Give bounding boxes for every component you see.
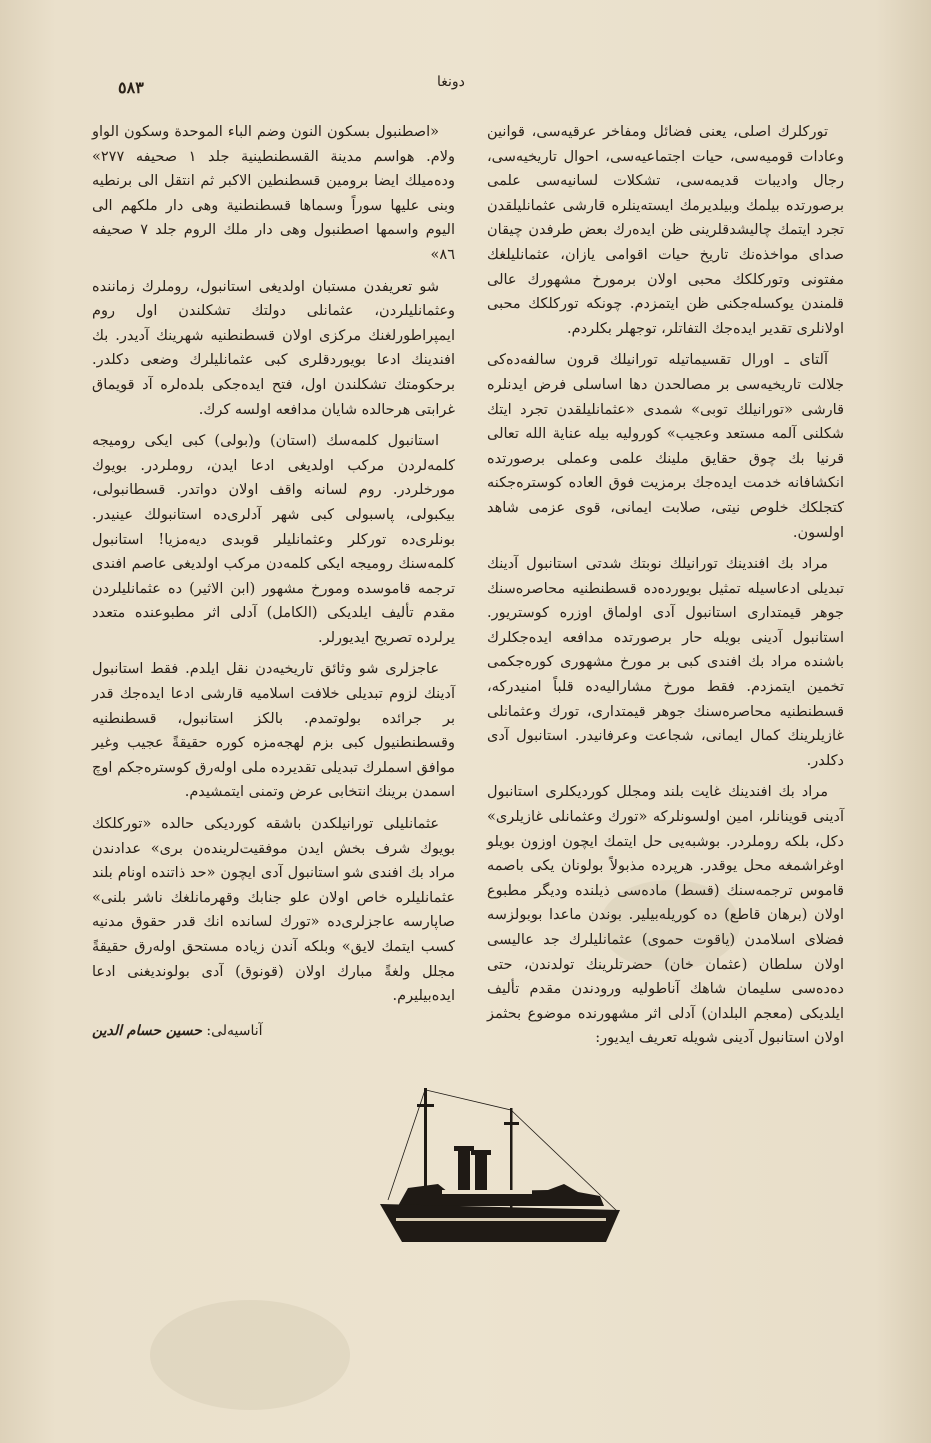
- page-header: [0, 62, 931, 97]
- author-signature: [92, 1019, 455, 1044]
- right-text-column: [487, 120, 844, 1058]
- paragraph: عاجزلری شو وثائق تاريخيه‌دن نقل ايلدم. فقط استانبول آدينك لزوم تبديلی خلافت اسلاميه قارشی ادعا ايده‌جك قدر بر جرائده بولوتمدم. بالكز استانبول، قسطنطنيه وقسطنطنيول كبی بزم لهجه‌مزه كوره حقيقةً عجيب وغير موافق اسملرك تبديلی تقديرده ملی اولەرق كوستره‌جكم اوچ اسمدن برينك انتخابی عرض وتمنی ايتمشيدم.: [92, 661, 455, 801]
- signature-label: آناسيه‌لی:: [206, 1022, 263, 1039]
- running-head: دونغا: [437, 74, 465, 90]
- paper-stain: [150, 1300, 350, 1410]
- paragraph: مراد بك افندينك تورانيلك نوبتك شدتی استانبول آدينك تبديلی ادعاسيله تمثيل بويورده‌ده قسطنطنيه محاصره‌سنك جوهر قيمتداری استانبول آدی اولماق اوزره كوستريور. استانبول آدينی بويله حار برصورتده مدافعه ايده‌جكلرك باشنده مراد بك افندی كبی بر مورخ مشهوری كورەجكمی تخمين ايتمزدم. فقط مورخ مشارالیه‌ده قلباً امنيدركه، قسطنطنيه محاصره‌سنك جوهر قيمتداری، تورك وعثمانلی غازيلرينك كمال ايمانی، شجاعت وعرفانيدر. استانبول آدی دكلدر.: [487, 556, 844, 769]
- paragraph: مراد بك افندينك غايت بلند ومجلل كورديكلری استانبول آدينی قوينانلر، امين اولسونلركه «تورك وعثمانلی غازيلری» دكل، بلكه روملردر. بوشبه‌یی حل ايتمك ايچون اوزون بويلو اوغراشمغه محل يوقدر. هرپرده مذبولاً بولونان يكی باصمه قاموس ترجمه‌سنك (قسط) ماده‌سی ذيلنده وديگر مطبوع اولان (برهان قاطع) ده كوريله‌بيلير. بوندن ماعدا بوبولزسه فضلای اسلامدن (ياقوت حموی) عثمانليلرك جد عاليسی اولان سلطان (عثمان خان) حضرتلرينك تولدندن، حتی ده‌ده‌سی سليمان شاهك آناطوليه ورودندن مقدم تأليف ايلديكی (معجم البلدان) آدلی اثر مشهورنده موضوع بحثمز اولان استانبول آدينی شويله تعريف ايديور:: [487, 784, 844, 1047]
- ship-superstructure: [398, 1184, 604, 1206]
- signature-name: حسين حسام الدين: [92, 1022, 202, 1039]
- paragraph: استانبول كلمه‌سك (استان) و(بولی) كبی ايكی روميجه كلمه‌لردن مركب اولديغی ادعا ايدن، روملردر. بويوك مورخلردر. روم لسانه واقف اولان دواتدر. قسطانبولی، بيكبولی، پاسبولی كبی شهر آدلری‌ده استانبولك عينيدر. بونلری‌ده توركلر وعثمانليلر قوبدی ديه‌مزيا! استانبول كلمه‌سنك روميجه ايكی كلمه‌دن مركب اولديغی عاصم افندی ترجمه قاموسده ومورخ مشهور (ابن الاثير) ده عثمانليلردن مقدم تأليف ايلديكی (الكامل) آدلی اثر مطبوعنده متعدد يرلرده تصريح ايديورلر.: [92, 433, 455, 646]
- ship-hull: [380, 1204, 620, 1242]
- paragraph: توركلرك اصلی، يعنی فضائل ومفاخر عرقيه‌سی، قوانين وعادات قوميه‌سی، حيات اجتماعيه‌سی، احوال تاريخيه‌سی، رجال واديبات قديمه‌سی، تشكلات لسانيه‌سی علمی برصورتده بيلمك وبيلديرمك ايسته‌ينلره قارشی عثمانليلقدن تجرد ايتمك چاليشدقلرينی ظن ايدەرك بعض طرفدن چيقان صدای مواخذه‌نك تاريخ حيات اقوامی يازان، عثمانليلغك مفتونی وتوركلكك محبی اولان برمورخ مشهورك عالی قلمندن يوكسله‌جكنی ظن ايتمزدم. چونكه توركلكك محبی اولانلری تقدير ايده‌جك التفاتلر، توجهلر بكلردم.: [487, 124, 844, 337]
- paragraph: عثمانليلی تورانيلكدن باشقه كورديكی حالده «توركلكك بويوك شرف بخش ايدن موفقيت‌لرينده‌ن بری» عدادندن مراد بك افندی شو استانبول آدی ايچون «حد ذاتنده اونام بلند عثمانليلره خاص اولان علو جنابك وقهرمانلغك ناشر بلنی» صاپارسه عاجزلری‌ده «تورك لسانده انك قدر حقوق مدنيه كسب ايتمك لايق» وبلكه آندن زياده مستحق اولەرق حقيقةً مجلل ولغةً مبارك اولان (قونوق) آدی بولونديغنی ادعا ايده‌بيليرم.: [92, 816, 455, 1005]
- paragraph: آلتای ـ اورال تقسيماتيله تورانيلك قرون سالفه‌ده‌كی جلالت تاريخيه‌سی بر مصالحدن دها اساسلی فرض ايدنلره قارشی «تورانيلك توبی» شمدی «عثمانليلقدن تجرد ايتك شكلنی آلمه مستعد وعجيب» كوروليه بيله عناية الله تعالی قرنيا بك چوق حقايق ملينك علمی وعملی برصورتده انكشافانه خدمت ايده‌جك برمزيت فوق العاده كوستره‌جكنه كتجلكك خلوص نيتی، صلابت ايمانی، قوی عزمی شاهد اولسون.: [487, 352, 844, 541]
- left-text-column: [92, 120, 455, 1043]
- paragraph: شو تعريفدن مستبان اولديغی استانبول، روملرك زماننده وعثمانليلردن، عثمانلی دولتك تشكلندن اول روم ايمپراطورلغنك مركزی اولان قسطنطنيه شهرينك آديدر. بك افندينك ادعا بويوردقلری كبی عثمانليلرك وضعی دكلدر. برحكومتك تشكلندن اول، فتح ايده‌جكی بلده‌لره آد قويماق غرابتی هرحالده شايان مدافعه اولسه كرك.: [92, 278, 455, 418]
- page-number: ٥٨٣: [118, 78, 144, 97]
- battleship-illustration: [368, 1080, 628, 1260]
- paragraph: «اصطنبول بسكون النون وضم الباء الموحدة وسكون الواو ولام. هواسم مدينة القسطنطينية جلد ١ صحيفه ٢٧٧» وده‌ميلك ايضا برومين قسطنطين الاكبر ثم انتقل الی برنطيه وبنی عليها سوراً وسماها قسطنطنية وهی دار ملكهم الی اليوم واسمها اصطنبول وهی دار ملك الروم جلد ٧ صحيفه ٨٦»: [92, 124, 455, 263]
